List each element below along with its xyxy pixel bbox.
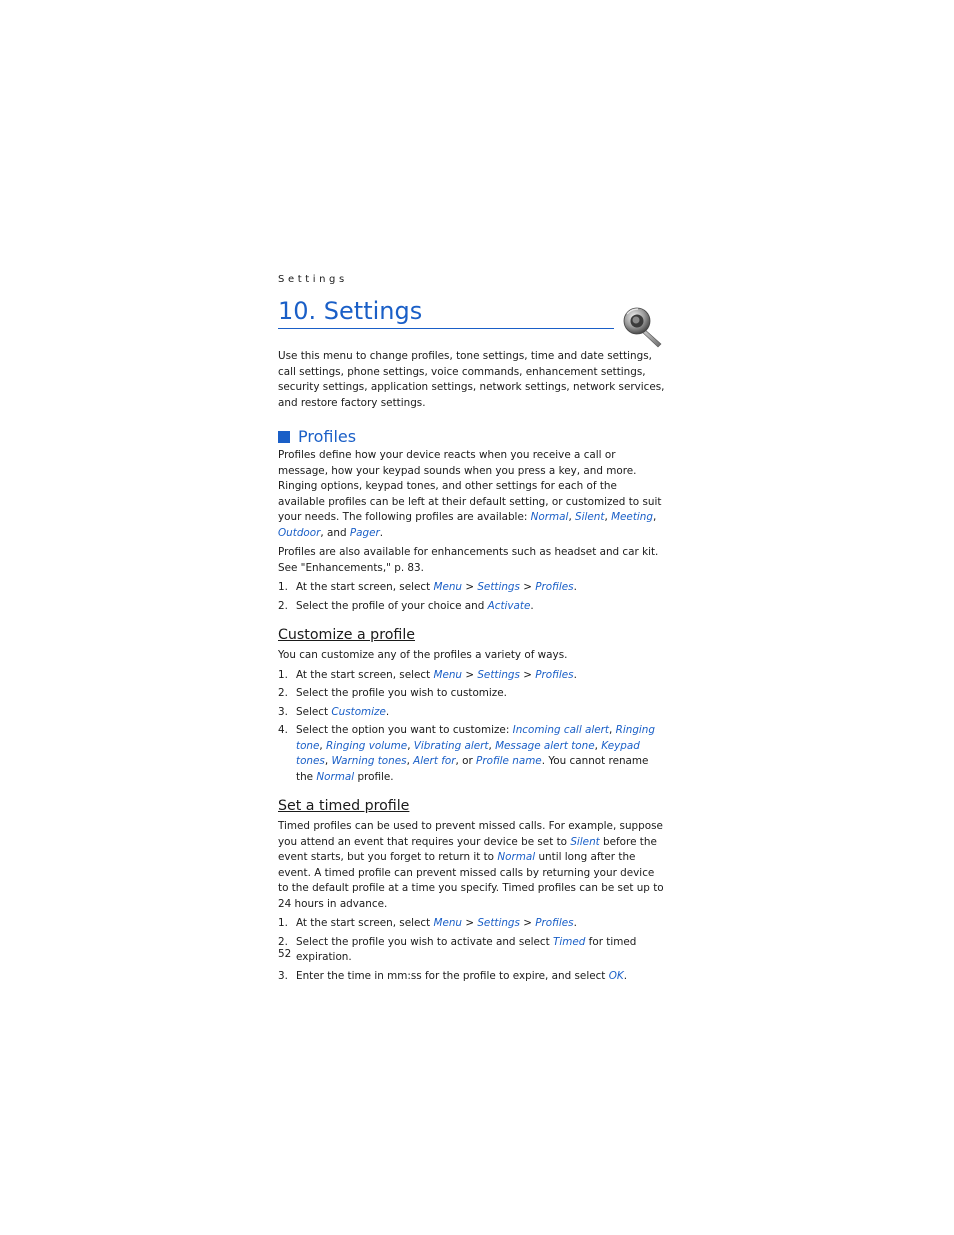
section-title-text: Profiles [298,427,357,446]
link-silent: Silent [575,511,605,523]
customize-intro: You can customize any of the profiles a variety of ways. [278,649,568,661]
step-item: 3. Enter the time in mm:ss for the profile to expire, and select OK. [278,969,627,982]
step-item: 3. Select Customize. [278,705,390,718]
settings-wrench-icon [621,304,667,350]
section-square-icon [278,431,290,443]
profiles-steps [278,580,666,614]
link-meeting: Meeting [611,511,653,523]
step-item: 2. Select the profile you wish to activate and select Timed for timed expiration. [278,935,637,963]
running-head: Settings [278,274,348,285]
enhancements-paragraph: Profiles are also available for enhancements such as headset and car kit. See "Enhancements," p. 83. [278,546,659,574]
step-item: 1. At the start screen, select Menu > Settings > Profiles. [278,581,577,593]
chapter-content [278,349,666,988]
chapter-title: 10. Settings [278,296,614,329]
subsection-title-customize: Customize a profile [278,627,415,643]
link-pager: Pager [349,526,380,539]
customize-steps [278,668,666,786]
step-item: 2. Select the profile of your choice and Activate. [278,599,534,612]
subsection-title-timed: Set a timed profile [278,798,410,814]
link-outdoor: Outdoor [278,526,321,539]
link-normal: Normal [530,511,569,523]
timed-steps [278,916,666,984]
intro-paragraph: Use this menu to change profiles, tone settings, time and date settings, call settings, phone settings, voice commands, enhancement settings, security settings, application settings, network settings, network services, and restore factory settings. [278,350,665,409]
page-number: 52 [278,948,292,960]
step-item: 2. Select the profile you wish to customize. [278,687,507,699]
step-item: 1. At the start screen, select Menu > Settings > Profiles. [278,668,577,681]
profiles-paragraph: Profiles define how your device reacts when you receive a call or message, how your keypad sounds when you press a key, and more. Ringing options, keypad tones, and other settings for each of the available profiles can be left at their default setting, or customized to suit your needs. The following profiles are available: Normal, Silent, Meeting, Outdoor, and Pager. [278,449,662,539]
section-title-profiles [278,427,666,447]
step-item: 1. At the start screen, select Menu > Settings > Profiles. [278,917,577,929]
timed-paragraph: Timed profiles can be used to prevent missed calls. For example, suppose you attend an event that requires your device be set to Silent before the event starts, but you forget to return it to Normal until long after the event. A timed profile can prevent missed calls by returning your device to the default profile at a time you specify. Timed profiles can be set up to 24 hours in advance. [278,820,664,910]
step-item: 4. Select the option you want to customize: Incoming call alert, Ringing tone, Ringing volume, Vibrating alert, Message alert tone, Keypad tones, Warning tones, Alert for, or Profile name. You cannot rename the Normal profile. [278,724,655,783]
